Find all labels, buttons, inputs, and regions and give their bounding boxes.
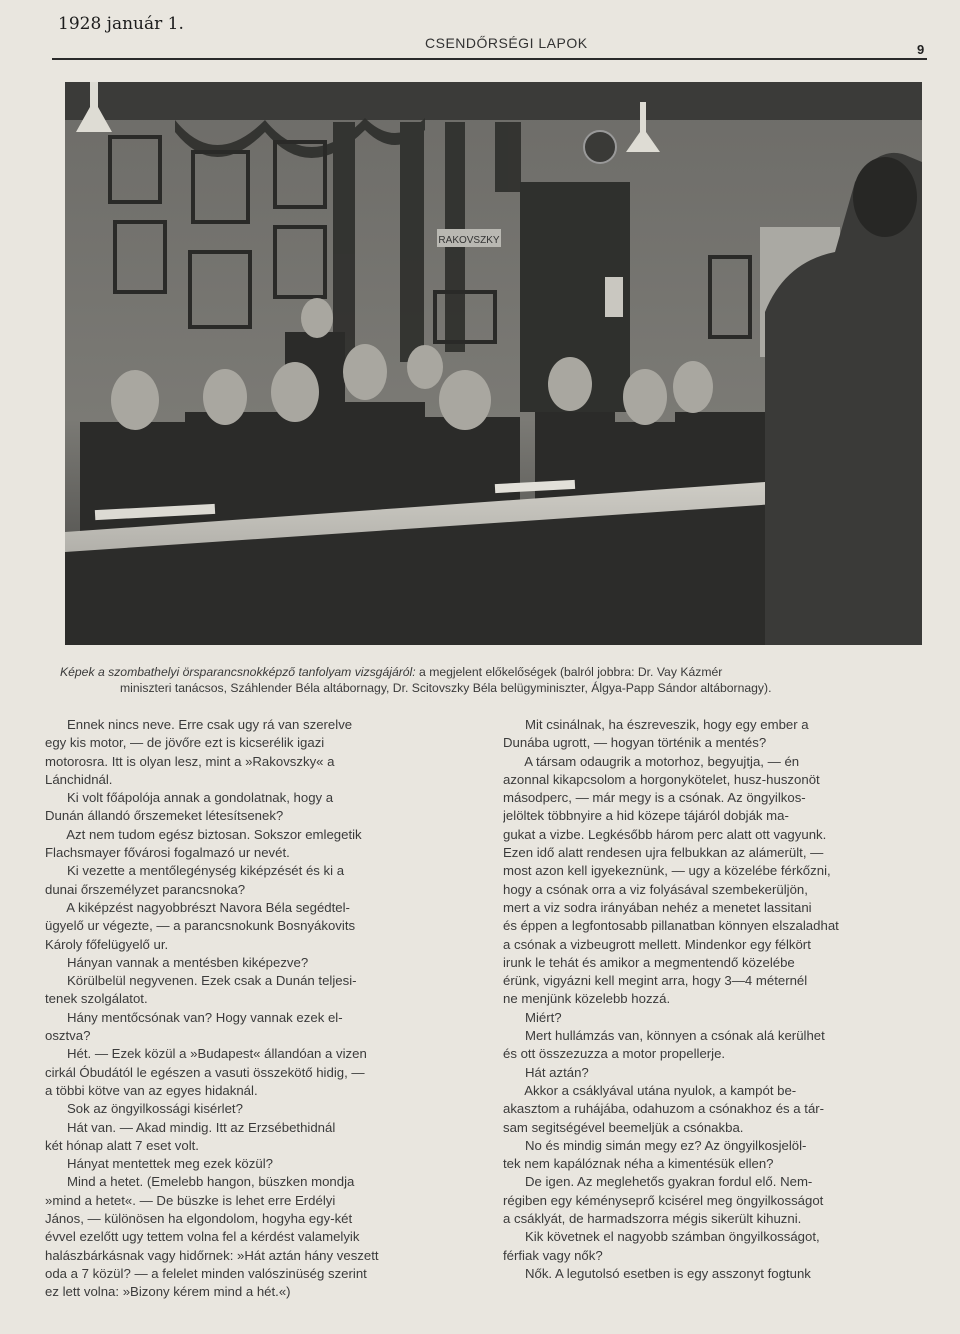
text-line: akasztom a ruhájába, odahuzom a csónakhoz és a tár-	[503, 1101, 825, 1117]
text-line: Dunába ugrott, — hogyan történik a mentés?	[503, 735, 767, 751]
text-line: Hányan vannak a mentésben kiképezve?	[45, 954, 309, 970]
text-line: Dunán állandó őrszemeket létesítsenek?	[45, 808, 284, 824]
text-line: Mind a hetet. (Emelebb hangon, büszken mondja	[45, 1174, 355, 1190]
text-line: Miért?	[503, 1009, 562, 1025]
text-line: Nők. A legutolsó esetben is egy asszonyt fogtunk	[503, 1265, 811, 1281]
text-line: Hát aztán?	[503, 1064, 589, 1080]
text-line: egy kis motor, — de jövőre ezt is kicserélik igazi	[45, 735, 325, 751]
text-line: férfiak vagy nők?	[503, 1247, 603, 1263]
text-line: két hónap alatt 7 eset volt.	[45, 1137, 199, 1153]
text-line: Azt nem tudom egész biztosan. Sokszor emlegetik	[45, 826, 362, 842]
text-line: Akkor a csáklyával utána nyulok, a kampót be-	[503, 1082, 797, 1098]
text-line: Lánchidnál.	[45, 771, 113, 787]
text-line: Hány mentőcsónak van? Hogy vannak ezek el-	[45, 1009, 343, 1025]
text-line: Károly főfelügyelő ur.	[45, 936, 169, 952]
text-line: tenek szolgálatot.	[45, 991, 148, 1007]
text-line: most azon kell igyekeznünk, — ugy a közelébe férkőzni,	[503, 863, 831, 879]
text-line: Körülbelül negyvenen. Ezek csak a Dunán teljesi-	[45, 973, 357, 989]
text-line: osztva?	[45, 1028, 91, 1044]
article-right-column	[503, 716, 923, 1283]
text-line: Flachsmayer fővárosi fogalmazó ur nevét.	[45, 845, 290, 861]
text-line: gukat a vizbe. Legkésőbb három perc alatt ott vagyunk.	[503, 826, 827, 842]
text-line: Ki volt főápolója annak a gondolatnak, hogy a	[45, 790, 334, 806]
text-line: Mert hullámzás van, könnyen a csónak alá kerülhet	[503, 1028, 825, 1044]
text-line: irunk le tehát és amikor a megmentendő közelébe	[503, 954, 795, 970]
text-line: ez lett volna: »Bizony kérem mind a hét.«)	[45, 1284, 291, 1300]
caption-rest: a megjelent előkelőségek (balról jobbra: Dr. Vay Kázmér	[419, 665, 723, 679]
text-line: ne menjünk közelebb hozzá.	[503, 991, 671, 1007]
text-line: a csónak a vizbeugrott mellett. Mindenkor egy félkört	[503, 936, 811, 952]
text-line: Hányat mentettek meg ezek közül?	[45, 1156, 273, 1172]
text-line: mert a viz sodra irányában nehéz a menetet lassitani	[503, 899, 812, 915]
issue-date: 1928 január 1.	[58, 14, 184, 34]
text-line: a csáklyát, de harmadszorra mégis sikerült kihuzni.	[503, 1211, 802, 1227]
text-line: jelöltek többnyire a hid közepe tájáról dobják ma-	[503, 808, 789, 824]
text-line: és éppen a legfontosabb pillanatban könnyen elszaladhat	[503, 918, 839, 934]
text-line: ügyelő ur végezte, — a parancsnokunk Bosnyákovits	[45, 918, 356, 934]
text-line: Kik követnek el nagyobb számban öngyilkosságot,	[503, 1229, 820, 1245]
text-line: Ki vezette a mentőlegénység kiképzését és ki a	[45, 863, 345, 879]
page-number: 9	[917, 42, 925, 57]
text-line: oda a 7 közül? — a felelet minden valószinüség szerint	[45, 1265, 367, 1281]
text-line: tek nem kapálóznak néha a kimentésük ellen?	[503, 1156, 774, 1172]
text-line: dunai őrszemélyzet parancsnoka?	[45, 881, 246, 897]
text-line: A kiképzést nagyobbrészt Navora Béla segédtel-	[45, 899, 350, 915]
text-line: A társam odaugrik a motorhoz, begyujtja, — én	[503, 753, 800, 769]
text-line: Hát van. — Akad mindig. Itt az Erzsébethidnál	[45, 1119, 336, 1135]
header-rule	[52, 58, 927, 60]
text-line: Ennek nincs neve. Erre csak ugy rá van szerelve	[45, 717, 353, 732]
text-line: Sok az öngyilkossági kisérlet?	[45, 1101, 243, 1117]
text-line: No és mindig simán megy ez? Az öngyilkosjelöl-	[503, 1137, 807, 1153]
exam-photograph	[65, 82, 922, 645]
wall-clock	[584, 131, 616, 163]
text-line: halászbárkásnak vagy hidőrnek: »Hát aztán hány veszett	[45, 1247, 379, 1263]
text-line: sam segitségével beemeljük a csónakba.	[503, 1119, 744, 1135]
publication-title: CSENDŐRSÉGI LAPOK	[425, 35, 588, 51]
photo-caption	[60, 664, 928, 696]
text-line: De igen. Az meglehetős gyakran fordul elő. Nem-	[503, 1174, 813, 1190]
text-line: János, — különösen ha elgondolom, hogyha egy-két	[45, 1211, 353, 1227]
text-line: Mit csinálnak, ha észreveszik, hogy egy ember a	[503, 717, 809, 732]
text-line: cirkál Óbudától le egészen a vasuti összekötő hidig, —	[45, 1064, 365, 1080]
text-line: Hét. — Ezek közül a »Budapest« állandóan a vizen	[45, 1046, 367, 1062]
text-line: Ezen idő alatt rendesen ujra felbukkan az alámerült, —	[503, 845, 824, 861]
text-line: hogy a csónak orra a viz folyásával szembekerüljön,	[503, 881, 808, 897]
caption-italic: Képek a szombathelyi örsparancsnokképző tanfolyam vizsgájáról:	[60, 665, 416, 679]
text-line: azonnal kikapcsolom a horgonykötelet, husz-huszonöt	[503, 771, 820, 787]
text-line: évvel ezelőtt ugy tettem volna fel a kérdést valamelyik	[45, 1229, 360, 1245]
caption-line-2: miniszteri tanácsos, Száhlender Béla altábornagy, Dr. Scitovszky Béla belügyminiszter, Álgya-Papp Sándor altábornagy).	[120, 681, 772, 695]
article-left-column	[45, 716, 475, 1302]
sign-text: RAKOVSZKY	[438, 235, 500, 246]
text-line: motorosra. Itt is olyan lesz, mint a »Rakovszky« a	[45, 753, 335, 769]
text-line: és ott összezuzza a motor propellerje.	[503, 1046, 726, 1062]
photo-illustration	[65, 82, 922, 645]
text-line: régiben egy kéményseprő kcisérel meg öngyilkosságot	[503, 1192, 824, 1208]
caption-line-1	[60, 664, 928, 680]
text-line: a többi kötve van az egyes hidaknál.	[45, 1082, 258, 1098]
text-line: másodperc, — már megy is a csónak. Az öngyilkos-	[503, 790, 806, 806]
text-line: »mind a hetet«. — De büszke is lehet erre Erdélyi	[45, 1192, 336, 1208]
text-line: érünk, vigyázni kell megint arra, hogy 3—4 méternél	[503, 973, 808, 989]
